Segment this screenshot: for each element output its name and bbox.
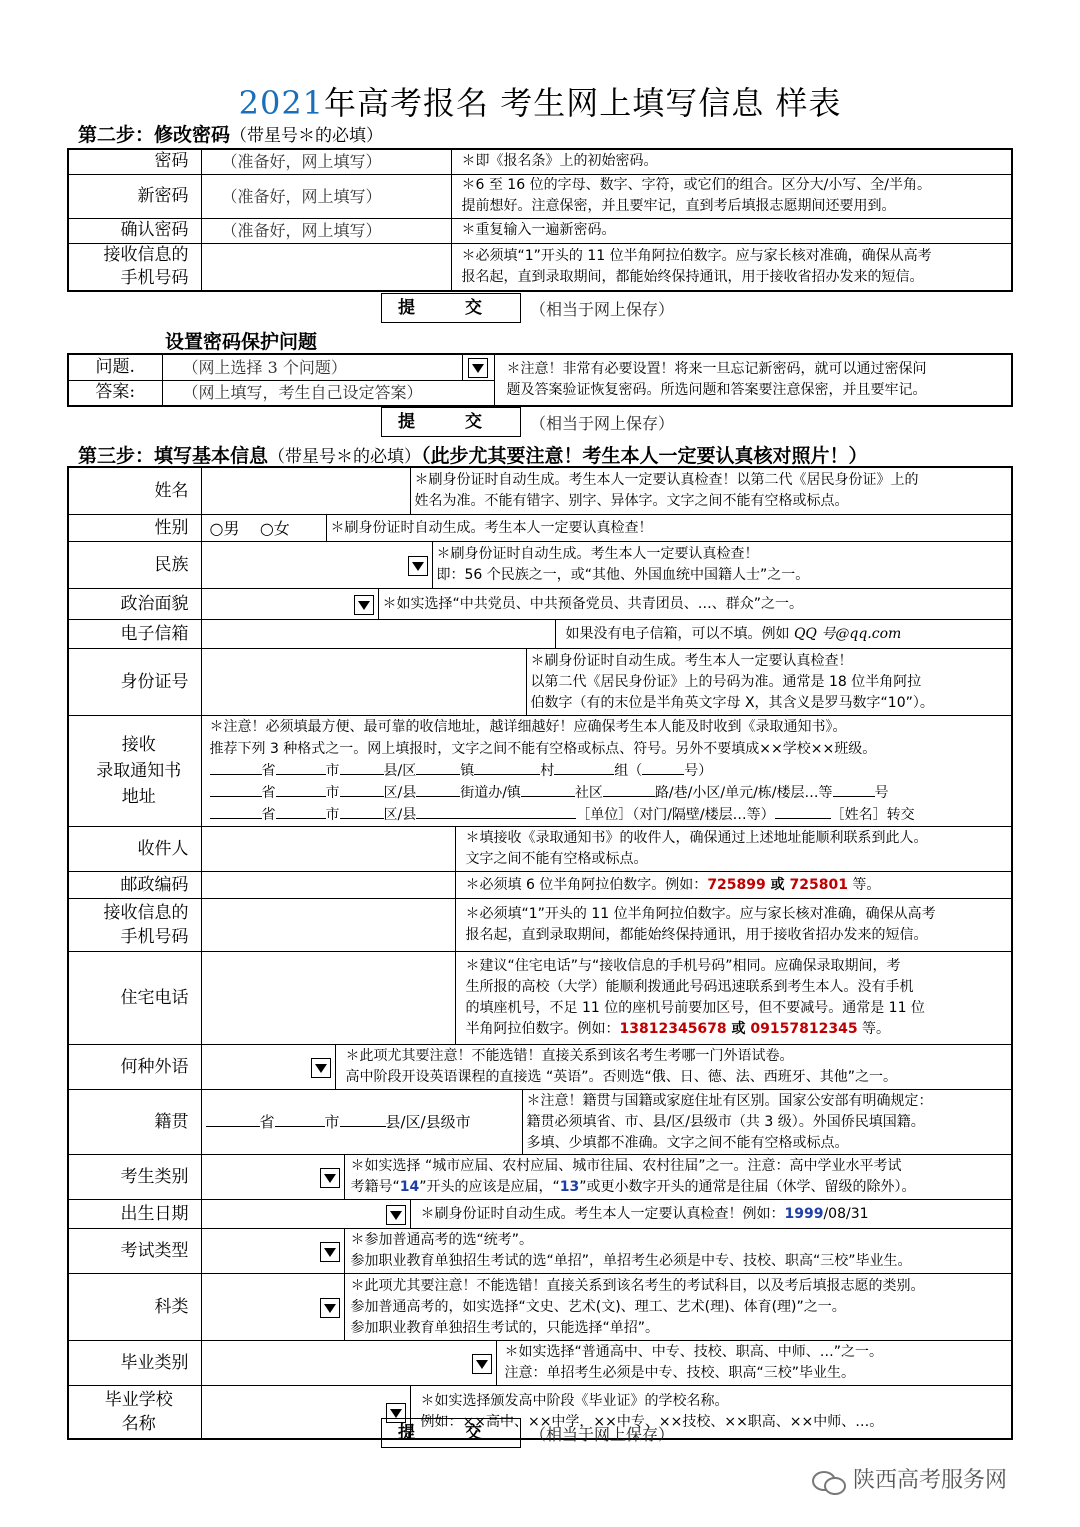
submit-button-basic[interactable]: 提 交 [381,1418,521,1448]
chevron-down-icon [468,358,488,378]
gender-female-radio[interactable]: ○女 [259,518,290,538]
password-input[interactable]: （准备好，网上填写） [201,149,451,174]
category-note: ＊如实选择 “城市应届、农村应届、城市往届、农村往届”之一。注意：高中学业水平考试 考籍号“14”开头的应该是应届，“13”或更小数字开头的通常是往届（休学、留级的除外）。 [350,1158,916,1195]
question-label: 问题. [68,354,162,380]
basic-info-table [67,466,1013,1440]
phone-note: ＊建议“住宅电话”与“接收信息的手机号码”相同。应确保录取期间，考 生所报的高校（大学）能顺利拨通此号码迅速联系到考生本人。没有手机 的填座机号，不足 11 位的座机号前要加区号，但不要减号。通常是 11 位 半角阿拉伯数字。例如：13812345678 或 09157812345 等。 [465,958,925,1037]
confirm-password-note: ＊重复输入一遍新密码。 [451,218,1012,243]
postcode-input[interactable] [202,872,456,898]
idcard-note: ＊刷身份证时自动生成。考生本人一定要认真检查！ 以第二代《居民身份证》上的号码为准。通常是 18 位半角阿拉 伯数字（有的末位是半角英文字母 X，其含义是罗马数字“10”）。 [530,652,934,711]
category-label: 考生类别 [68,1155,201,1200]
address-format-1: 省 市 县/区 镇 村 组（ 号） [210,760,1008,782]
submit-button-password[interactable]: 提 交 [381,293,521,323]
mobile-input[interactable] [201,243,451,291]
birth-select[interactable] [202,1200,411,1228]
name-input[interactable] [202,468,411,514]
school-select[interactable] [202,1386,411,1438]
security-table [67,353,1013,407]
address-cell[interactable] [201,716,1012,827]
subject-note: ＊此项尤其要注意！不能选错！直接关系到该名考生的考试科目，以及考后填报志愿的类别。 参加普通高考的，如实选择“文史、艺术(文)、理工、艺术(理)、体育(理)”之一。 参加职业教育单独招生考试的，只能选择“单招”。 [350,1277,925,1336]
idcard-input[interactable] [202,649,527,715]
address-note: ＊注意！必须填最方便、最可靠的收信地址，越详细越好！应确保考生本人能及时收到《录取通知书》。 推荐下列 3 种格式之一。网上填报时，文字之间不能有空格或标点、符号。另外不要填成××学校××班级。 [209,719,877,757]
idcard-label: 身份证号 [68,649,201,716]
address-label: 接收 录取通知书 地址 [68,716,201,827]
native-input[interactable]: 省 市 县/区/县级市 [202,1090,523,1154]
subject-label: 科类 [68,1274,201,1341]
chevron-down-icon [320,1242,340,1262]
native-label: 籍贯 [68,1090,201,1155]
chevron-down-icon [408,556,428,576]
exam-label: 考试类型 [68,1229,201,1274]
address-format-2: 省 市 区/县 街道办/镇 社区 路/巷/小区/单元/栋/楼层…等 号 [210,782,1008,804]
language-label: 何种外语 [68,1045,201,1090]
question-dropdown[interactable] [462,354,494,380]
postcode-note: ＊必须填 6 位半角阿拉伯数字。例如：725899 或 725801 等。 [465,876,881,893]
question-select[interactable]: （网上选择 3 个问题） [162,354,462,380]
mobile2-note: ＊必须填“1”开头的 11 位半角阿拉伯数字。应与家长核对准确，确保从高考 报名起，直到录取期间，都能始终保持通讯，用于接收省招办发来的短信。 [465,906,936,943]
birth-note: ＊刷身份证时自动生成。考生本人一定要认真检查！例如：1999/08/31 [420,1205,869,1222]
step3-heading: 第三步：填写基本信息（带星号＊的必填）（此步尤其要注意！考生本人一定要认真核对照片！） [78,445,868,467]
name-label: 姓名 [68,467,201,515]
birth-label: 出生日期 [68,1200,201,1229]
subject-select[interactable] [202,1274,345,1340]
phone-label: 住宅电话 [68,952,201,1045]
step2-heading: 第二步：修改密码（带星号＊的必填） [78,124,384,146]
confirm-password-label: 确认密码 [68,218,201,243]
exam-select[interactable] [202,1229,345,1273]
password-label: 密码 [68,149,201,174]
security-heading: 设置密码保护问题 [165,331,318,353]
email-note: 如果没有电子信箱，可以不填。例如 QQ 号@qq.com [565,625,902,642]
new-password-note: ＊6 至 16 位的字母、数字、字符，或它们的组合。区分大/小写、全/半角。 提前想好。注意保密，并且要牢记，直到考后填报志愿期间还要用到。 [451,174,1012,218]
language-select[interactable] [202,1045,336,1089]
mobile-note: ＊必须填“1”开头的 11 位半角阿拉伯数字。应与家长核对准确，确保从高考 报名起，直到录取期间，都能始终保持通讯，用于接收省招办发来的短信。 [451,243,1012,291]
mobile2-input[interactable] [202,899,456,951]
name-note: ＊刷身份证时自动生成。考生本人一定要认真检查！以第二代《居民身份证》上的 姓名为准。不能有错字、别字、异体字。文字之间不能有空格或标点。 [414,472,919,509]
recipient-input[interactable] [202,827,456,871]
political-select[interactable] [202,589,379,619]
gradtype-label: 毕业类别 [68,1341,201,1386]
new-password-label: 新密码 [68,174,201,218]
save-hint: （相当于网上保存） [530,300,675,319]
ethnic-label: 民族 [68,542,201,589]
recipient-label: 收件人 [68,827,201,872]
password-table [67,148,1013,292]
address-format-3: 省 市 区/县 ［单位］（对门/隔壁/楼层…等） ［姓名］转交 [210,804,1008,826]
mobile-label: 接收信息的 手机号码 [68,243,201,291]
gender-label: 性别 [68,515,201,542]
political-note: ＊如实选择“中共党员、中共预备党员、共青团员、…、群众”之一。 [382,595,804,612]
language-note: ＊此项尤其要注意！不能选错！直接关系到该名考生考哪一门外语试卷。 高中阶段开设英语课程的直接选 “英语”。否则选“俄、日、德、法、西班牙、其他”之一。 [345,1048,897,1085]
chevron-down-icon [472,1354,492,1374]
gender-male-radio[interactable]: ○男 [209,518,240,538]
submit-button-security[interactable]: 提 交 [381,407,521,437]
save-hint: （相当于网上保存） [530,414,675,433]
gradtype-note: ＊如实选择“普通高中、中专、技校、职高、中师、…”之一。 注意：单招考生必须是中专、技校、职高“三校”毕业生。 [504,1344,884,1381]
new-password-input[interactable]: （准备好，网上填写） [201,174,451,218]
save-hint: （相当于网上保存） [530,1425,675,1444]
exam-note: ＊参加普通高考的选“统考”。 参加职业教育单独招生考试的选“单招”，单招考生必须是中专、技校、职高“三校”毕业生。 [350,1232,912,1269]
gender-note: ＊刷身份证时自动生成。考生本人一定要认真检查！ [330,519,653,536]
recipient-note: ＊填接收《录取通知书》的收件人，确保通过上述地址能顺利联系到此人。 文字之间不能有空格或标点。 [465,830,928,867]
school-note: ＊如实选择颁发高中阶段《毕业证》的学校名称。 例如：××高中、××中学，××中专、××技校、××职高、××中师、…。 [420,1393,884,1430]
postcode-label: 邮政编码 [68,872,201,899]
chevron-down-icon [354,595,374,615]
category-select[interactable] [202,1155,345,1199]
watermark: 陕西高考服务网 [812,1463,1007,1494]
security-note: ＊注意！非常有必要设置！将来一旦忘记新密码，就可以通过密保问 题及答案验证恢复密码。所选问题和答案要注意保密，并且要牢记。 [494,354,1012,406]
school-label: 毕业学校 名称 [68,1386,201,1440]
wechat-icon [812,1469,846,1493]
ethnic-select[interactable] [202,542,433,588]
password-note: ＊即《报名条》上的初始密码。 [451,149,1012,174]
phone-input[interactable] [202,952,456,1044]
chevron-down-icon [311,1058,331,1078]
chevron-down-icon [386,1205,406,1225]
confirm-password-input[interactable]: （准备好，网上填写） [201,218,451,243]
email-input[interactable] [202,620,556,648]
email-label: 电子信箱 [68,620,201,649]
political-label: 政治面貌 [68,589,201,620]
mobile2-label: 接收信息的 手机号码 [68,899,201,952]
ethnic-note: ＊刷身份证时自动生成。考生本人一定要认真检查！ 即：56 个民族之一，或“其他、外国血统中国籍人士”之一。 [436,546,810,583]
answer-label: 答案: [68,380,162,406]
chevron-down-icon [320,1168,340,1188]
chevron-down-icon [320,1298,340,1318]
page-title: 2021年高考报名 考生网上填写信息 样表 [238,84,842,122]
native-note: ＊注意！籍贯与国籍或家庭住址有区别。国家公安部有明确规定： 籍贯必须填省、市、县/区/县级市（共 3 级）。外国侨民填国籍。 多填、少填都不准确。文字之间不能有空格或标点。 [526,1092,933,1151]
answer-input[interactable]: （网上填写，考生自己设定答案） [162,380,494,406]
gradtype-select[interactable] [202,1341,497,1385]
